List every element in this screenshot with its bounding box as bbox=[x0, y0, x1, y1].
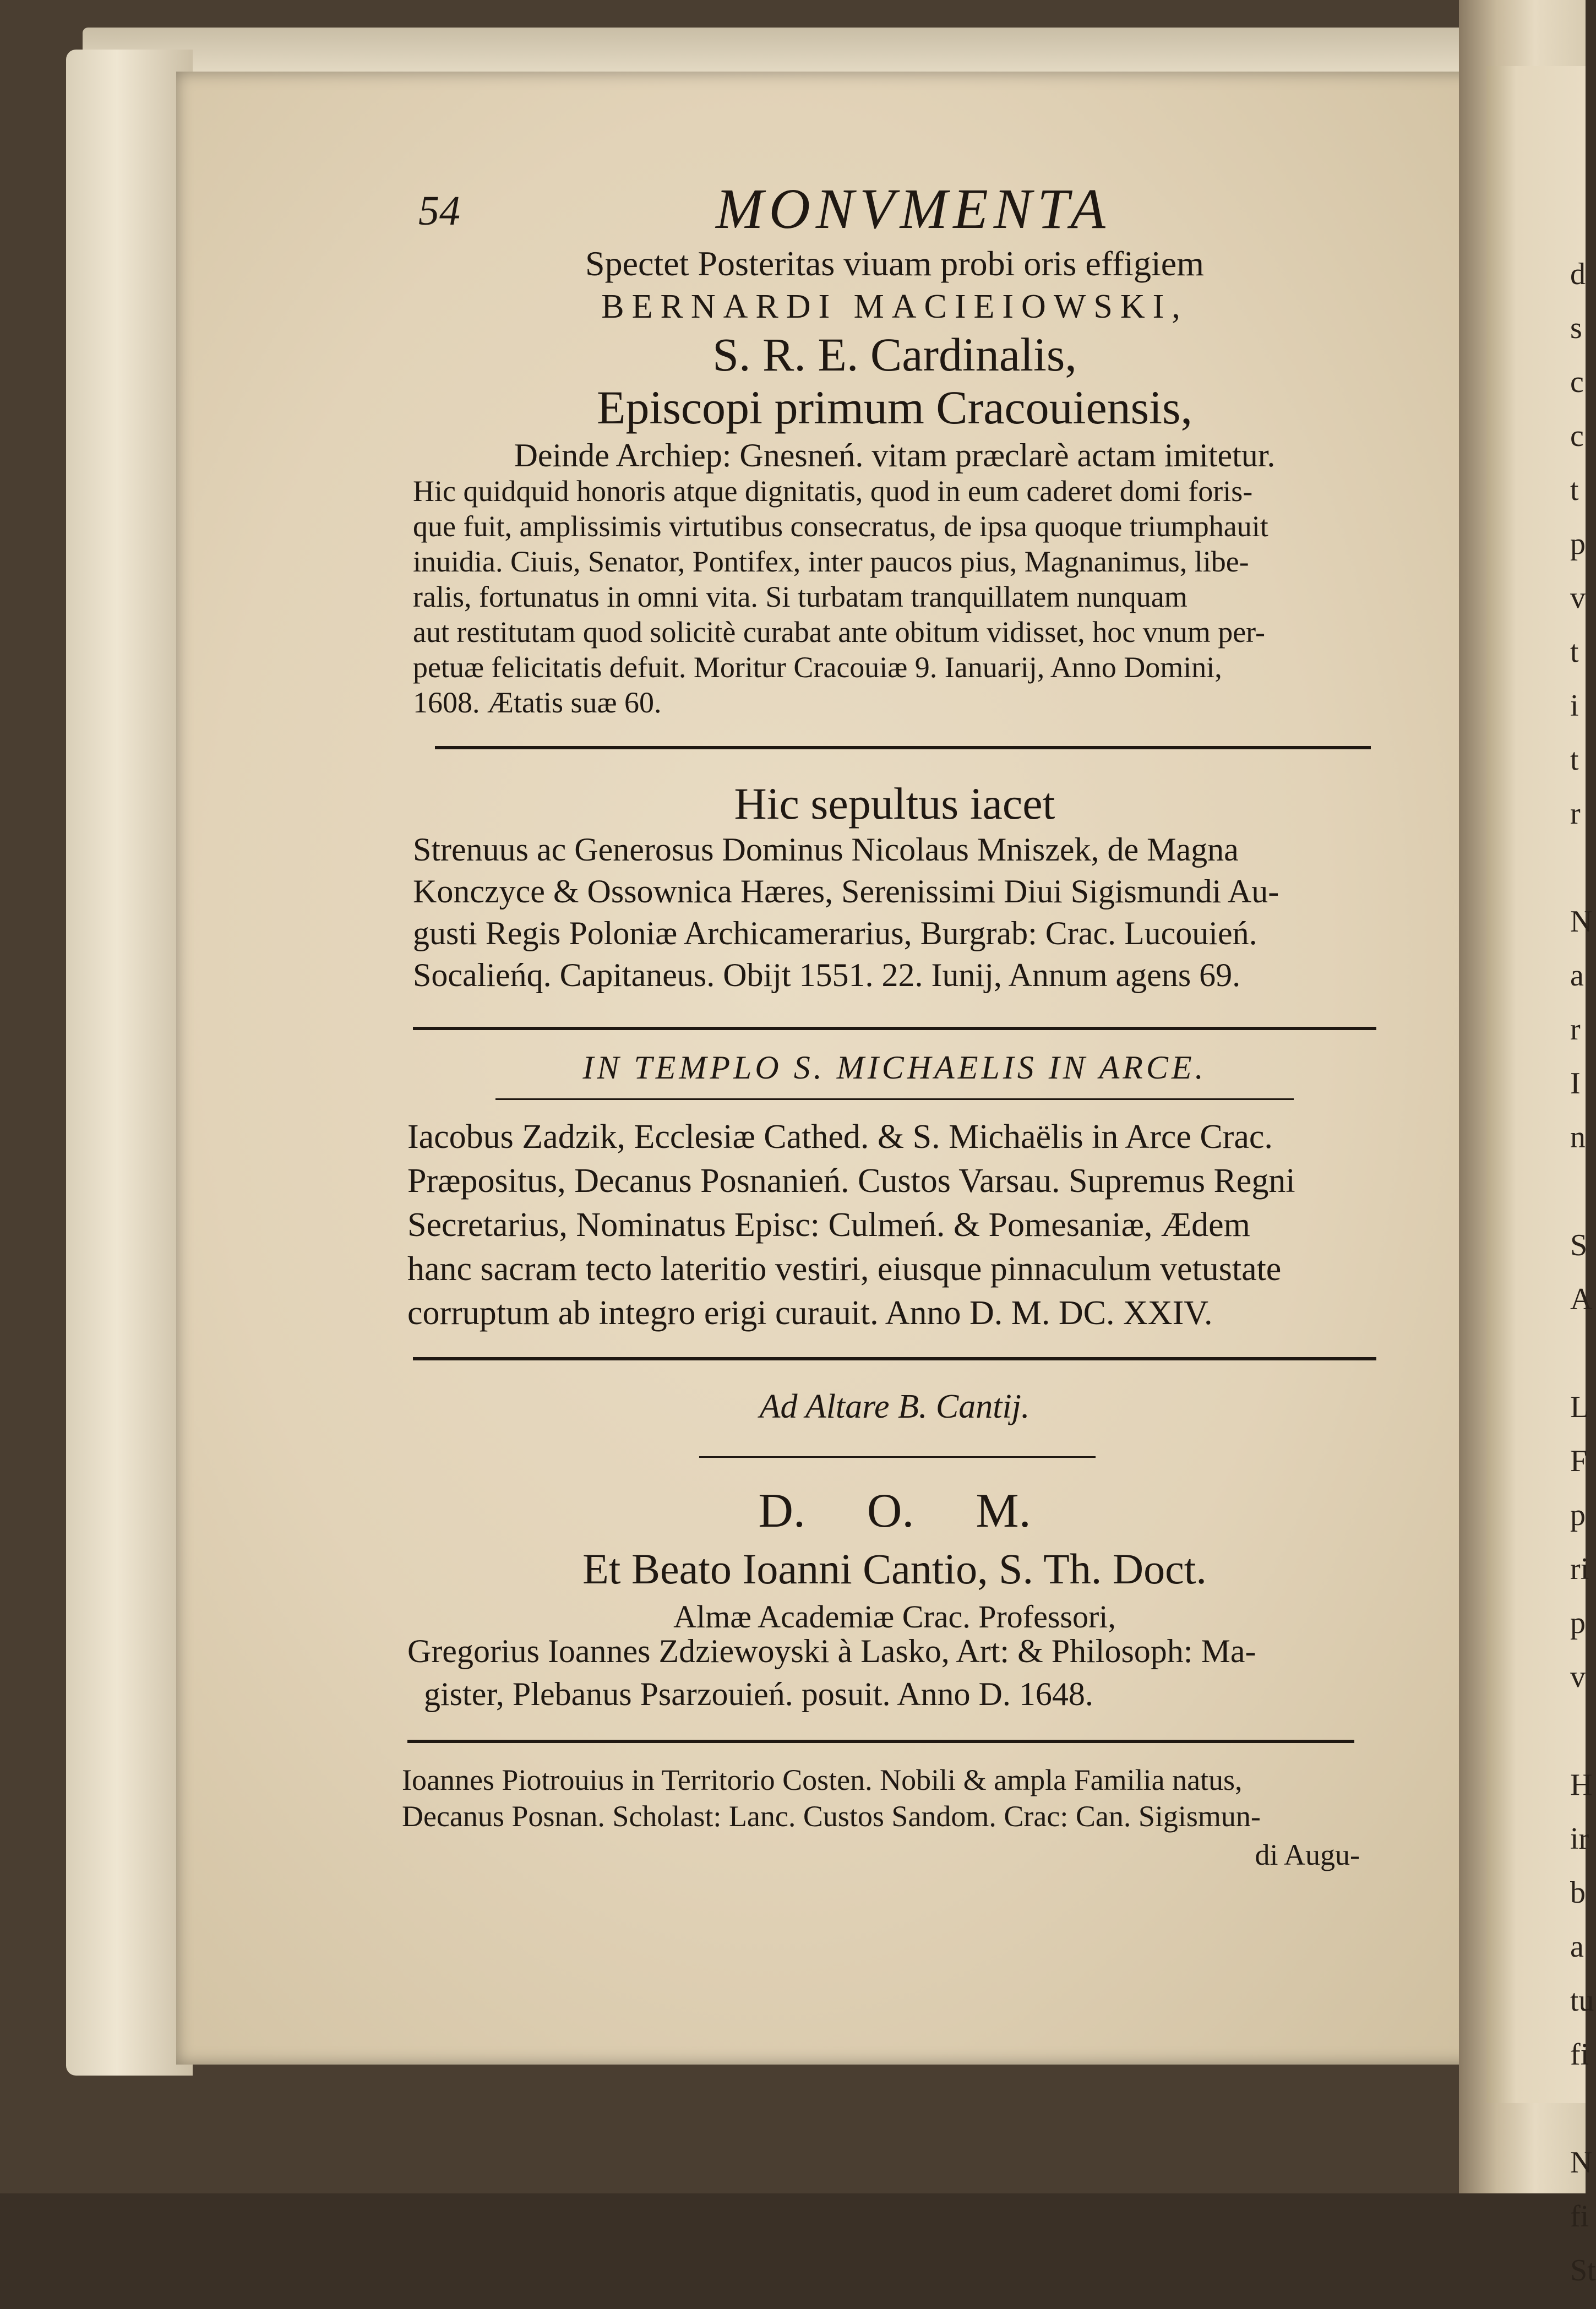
altar-line: Almæ Academiæ Crac. Professori, bbox=[673, 1599, 1116, 1635]
facing-page-letter: p bbox=[1570, 527, 1586, 561]
facing-page-letter: L bbox=[1570, 1390, 1589, 1424]
text-line: Iacobus Zadzik, Ecclesiæ Cathed. & S. Michaëlis in Arce Crac. bbox=[407, 1118, 1273, 1156]
altar-line: gister, Plebanus Psarzouień. posuit. Anno D. 1648. bbox=[424, 1676, 1093, 1712]
heading-underline bbox=[699, 1456, 1096, 1458]
facing-page-letter: c bbox=[1570, 365, 1584, 399]
facing-page-letter bbox=[1570, 1338, 1592, 1392]
facing-page-letter: v bbox=[1570, 1660, 1586, 1694]
text-line: Decanus Posnan. Scholast: Lanc. Custos Sandom. Crac: Can. Sigismun- bbox=[402, 1800, 1261, 1833]
epitaph-body bbox=[413, 473, 1382, 720]
text-line: que fuit, amplissimis virtutibus consecratus, de ipsa quoque triumphauit bbox=[413, 510, 1268, 543]
section-rule bbox=[435, 746, 1371, 749]
page-number: 54 bbox=[418, 188, 460, 234]
facing-page-letters bbox=[1570, 257, 1596, 2309]
facing-page-letter: ri bbox=[1570, 1552, 1589, 1586]
epitaph-title: Episcopi primum Cracouiensis, bbox=[596, 381, 1192, 434]
catchword: di Augu- bbox=[1255, 1838, 1360, 1871]
section-heading: IN TEMPLO S. MICHAELIS IN ARCE. bbox=[582, 1049, 1207, 1086]
facing-page-letter bbox=[1570, 1716, 1592, 1769]
altar-dedication: Et Beato Ioanni Cantio, S. Th. Doct. bbox=[582, 1545, 1207, 1593]
text-line: Konczyce & Ossownica Hæres, Serenissimi Diui Sigismundi Au- bbox=[413, 873, 1279, 910]
facing-page-letter: r bbox=[1570, 797, 1581, 831]
facing-page-letter bbox=[1570, 1176, 1592, 1230]
facing-page-letter: c bbox=[1570, 419, 1584, 453]
text-line: ralis, fortunatus in omni vita. Si turbatam tranquillatem nunquam bbox=[413, 580, 1188, 613]
altar-line: Gregorius Ioannes Zdziewoyski à Lasko, Art: & Philosoph: Ma- bbox=[407, 1633, 1256, 1669]
epitaph-body bbox=[402, 1762, 1382, 1834]
facing-page-letter: I bbox=[1570, 1066, 1581, 1101]
section-body bbox=[407, 1115, 1376, 1335]
text-line: Ioannes Piotrouius in Territorio Costen. Nobili & ampla Familia natus, bbox=[402, 1763, 1243, 1796]
facing-page-letter: t bbox=[1570, 743, 1579, 777]
facing-page-letter: p bbox=[1570, 1606, 1586, 1640]
facing-page-letter: a bbox=[1570, 959, 1584, 993]
book-left-edge bbox=[66, 50, 193, 2076]
text-line: 1608. Ætatis suæ 60. bbox=[413, 686, 662, 719]
text-line: Socalieńq. Capitaneus. Obijt 1551. 22. Iunij, Annum agens 69. bbox=[413, 957, 1241, 993]
text-line: Secretarius, Nominatus Episc: Culmeń. & Pomesaniæ, Ædem bbox=[407, 1206, 1250, 1244]
facing-page-letter: d bbox=[1570, 257, 1586, 291]
facing-page-letter: St bbox=[1570, 2253, 1596, 2288]
facing-page-letter: i bbox=[1570, 689, 1579, 723]
facing-page-letter: a bbox=[1570, 1930, 1584, 1964]
text-line: Præpositus, Decanus Posnanień. Custos Varsau. Supremus Regni bbox=[407, 1162, 1295, 1200]
facing-page-letter: t bbox=[1570, 635, 1579, 669]
epitaph-heading: Hic sepultus iacet bbox=[734, 778, 1055, 829]
facing-page-letter: r bbox=[1570, 1012, 1581, 1047]
facing-page-letter bbox=[1570, 2093, 1592, 2147]
text-line: Strenuus ac Generosus Dominus Nicolaus Mniszek, de Magna bbox=[413, 831, 1239, 868]
facing-page-letter: N bbox=[1570, 905, 1593, 939]
epitaph-name: BERNARDI MACIEIOWSKI, bbox=[601, 288, 1188, 325]
facing-page-letter: tu bbox=[1570, 1984, 1594, 2018]
facing-page-letter: t bbox=[1570, 473, 1579, 507]
text-line: inuidia. Ciuis, Senator, Pontifex, inter paucos pius, Magnanimus, libe- bbox=[413, 545, 1249, 578]
page-header bbox=[418, 176, 1382, 242]
facing-page-letter: A bbox=[1570, 1282, 1593, 1316]
epitaph-body bbox=[413, 829, 1382, 996]
text-line: petuæ felicitatis defuit. Moritur Cracouiæ 9. Ianuarij, Anno Domini, bbox=[413, 651, 1222, 684]
text-line: gusti Regis Poloniæ Archicamerarius, Burgrab: Crac. Lucouień. bbox=[413, 915, 1257, 951]
facing-page-letter: H bbox=[1570, 1768, 1593, 1802]
facing-page-letter: p bbox=[1570, 1498, 1586, 1532]
facing-page-letter bbox=[1570, 852, 1592, 906]
text-line: hanc sacram tecto lateritio vestiri, eiusque pinnaculum vetustate bbox=[407, 1250, 1282, 1288]
epitaph-line: Spectet Posteritas viuam probi oris effigiem bbox=[585, 244, 1204, 283]
facing-page-letter: S bbox=[1570, 1228, 1588, 1262]
facing-page-letter: v bbox=[1570, 581, 1586, 615]
section-rule bbox=[413, 1027, 1376, 1030]
facing-page-letter: N bbox=[1570, 2145, 1593, 2180]
section-rule bbox=[407, 1740, 1354, 1743]
facing-page-letter: b bbox=[1570, 1876, 1586, 1910]
section-rule bbox=[413, 1357, 1376, 1360]
text-line: aut restitutam quod solicitè curabat ante obitum vidisset, hoc vnum per- bbox=[413, 616, 1266, 649]
facing-page-letter: fi bbox=[1570, 2038, 1589, 2072]
facing-page-letter: F bbox=[1570, 1444, 1588, 1478]
epitaph-line: Deinde Archiep: Gnesneń. vitam præclarè actam imitetur. bbox=[514, 437, 1276, 473]
heading-underline bbox=[495, 1098, 1294, 1100]
text-line: Hic quidquid honoris atque dignitatis, quod in eum caderet domi foris- bbox=[413, 475, 1253, 508]
text-line: corruptum ab integro erigi curauit. Anno D. M. DC. XXIV. bbox=[407, 1294, 1213, 1332]
altar-heading: Ad Altare B. Cantij. bbox=[759, 1388, 1030, 1425]
facing-page-letter: n bbox=[1570, 1120, 1586, 1154]
facing-page-letter: s bbox=[1570, 311, 1582, 345]
epitaph-title: S. R. E. Cardinalis, bbox=[712, 328, 1077, 381]
dom-inscription: D. O. M. bbox=[758, 1484, 1031, 1538]
facing-page-letter: fi bbox=[1570, 2199, 1589, 2234]
facing-page-letter: ir bbox=[1570, 1822, 1589, 1856]
running-head: MONVMENTA bbox=[716, 177, 1111, 241]
book-top-edge bbox=[83, 28, 1492, 77]
